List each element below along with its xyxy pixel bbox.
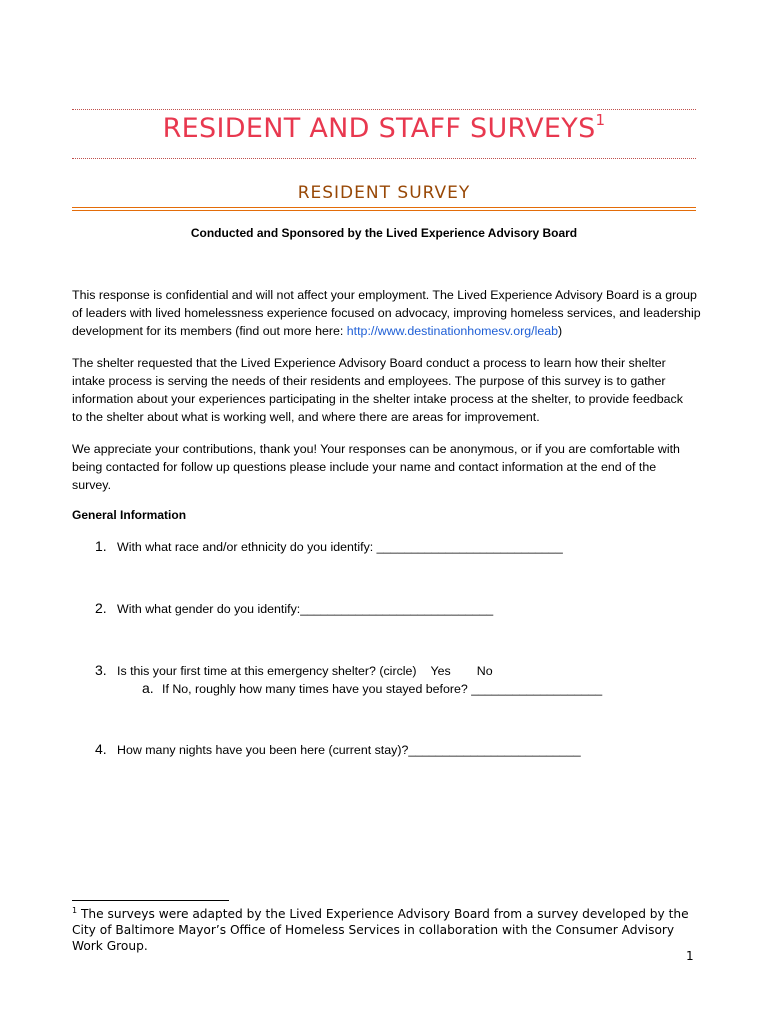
footnote-text: The surveys were adapted by the Lived Experience Advisory Board from a survey developed by the City of Baltimore Mayor’s Office of Homeless Services in collaboration with the Consumer Advisory Work Group. bbox=[72, 907, 689, 954]
leab-link[interactable]: http://www.destinationhomesv.org/leab bbox=[346, 324, 558, 338]
subtitle-rule-bottom bbox=[72, 210, 696, 211]
intro-paragraph bbox=[72, 286, 702, 340]
title-footnote-ref: 1 bbox=[595, 111, 606, 129]
thanks-paragraph bbox=[72, 440, 696, 494]
question-1[interactable] bbox=[95, 538, 563, 554]
question-text: Is this your first time at this emergency shelter? (circle) bbox=[117, 664, 417, 678]
question-number: 4. bbox=[95, 741, 107, 757]
question-number: 1. bbox=[95, 538, 107, 554]
question-4[interactable] bbox=[95, 741, 581, 757]
sub-question-text: If No, roughly how many times have you stayed before? ___________________ bbox=[162, 682, 603, 696]
intro-text: This response is confidential and will not affect your employment. The Lived Experience Advisory Board is a group of leaders with lived homelessness experience focused on advocacy, improving homeless services, and leadership development for its members (find out more here: bbox=[72, 288, 701, 338]
question-number: 3. bbox=[95, 662, 107, 678]
section-heading: General Information bbox=[72, 508, 187, 522]
answer-no[interactable]: No bbox=[476, 664, 493, 678]
thanks-text: We appreciate your contributions, thank you! Your responses can be anonymous, or if you are comfortable with being contacted for follow up questions please include your name and contact information at the end of the survey. bbox=[72, 442, 680, 492]
question-text: How many nights have you been here (current stay)?_________________________ bbox=[117, 743, 581, 757]
page-title bbox=[0, 113, 768, 144]
sponsor-line: Conducted and Sponsored by the Lived Experience Advisory Board bbox=[190, 226, 578, 240]
purpose-text: The shelter requested that the Lived Experience Advisory Board conduct a process to learn how their shelter intake process is serving the needs of their residents and employees. The purpose of this survey is to gather information about your experiences participating in the shelter intake process at the shelter, to provide feedback to the shelter about what is working well, and where there are areas for improvement. bbox=[72, 356, 683, 424]
question-3a[interactable] bbox=[142, 680, 602, 696]
subtitle-rule-top bbox=[72, 207, 696, 208]
purpose-paragraph bbox=[72, 354, 696, 426]
question-3[interactable] bbox=[95, 662, 493, 678]
question-number: 2. bbox=[95, 600, 107, 616]
question-2[interactable] bbox=[95, 600, 493, 616]
title-top-border bbox=[72, 109, 696, 110]
page-title-text: RESIDENT AND STAFF SURVEYS bbox=[162, 113, 596, 144]
answer-yes[interactable]: Yes bbox=[430, 664, 451, 678]
title-bottom-border bbox=[72, 158, 696, 159]
sub-question-letter: a. bbox=[142, 680, 154, 696]
footnote bbox=[72, 903, 696, 954]
intro-text-end: ) bbox=[558, 324, 563, 338]
page-number: 1 bbox=[686, 949, 694, 963]
footnote-ref: 1 bbox=[72, 906, 78, 915]
footnote-separator bbox=[72, 900, 229, 901]
section-subtitle: RESIDENT SURVEY bbox=[297, 183, 471, 203]
question-text: With what gender do you identify:____________________________ bbox=[117, 602, 494, 616]
question-text: With what race and/or ethnicity do you identify: ___________________________ bbox=[117, 540, 563, 554]
